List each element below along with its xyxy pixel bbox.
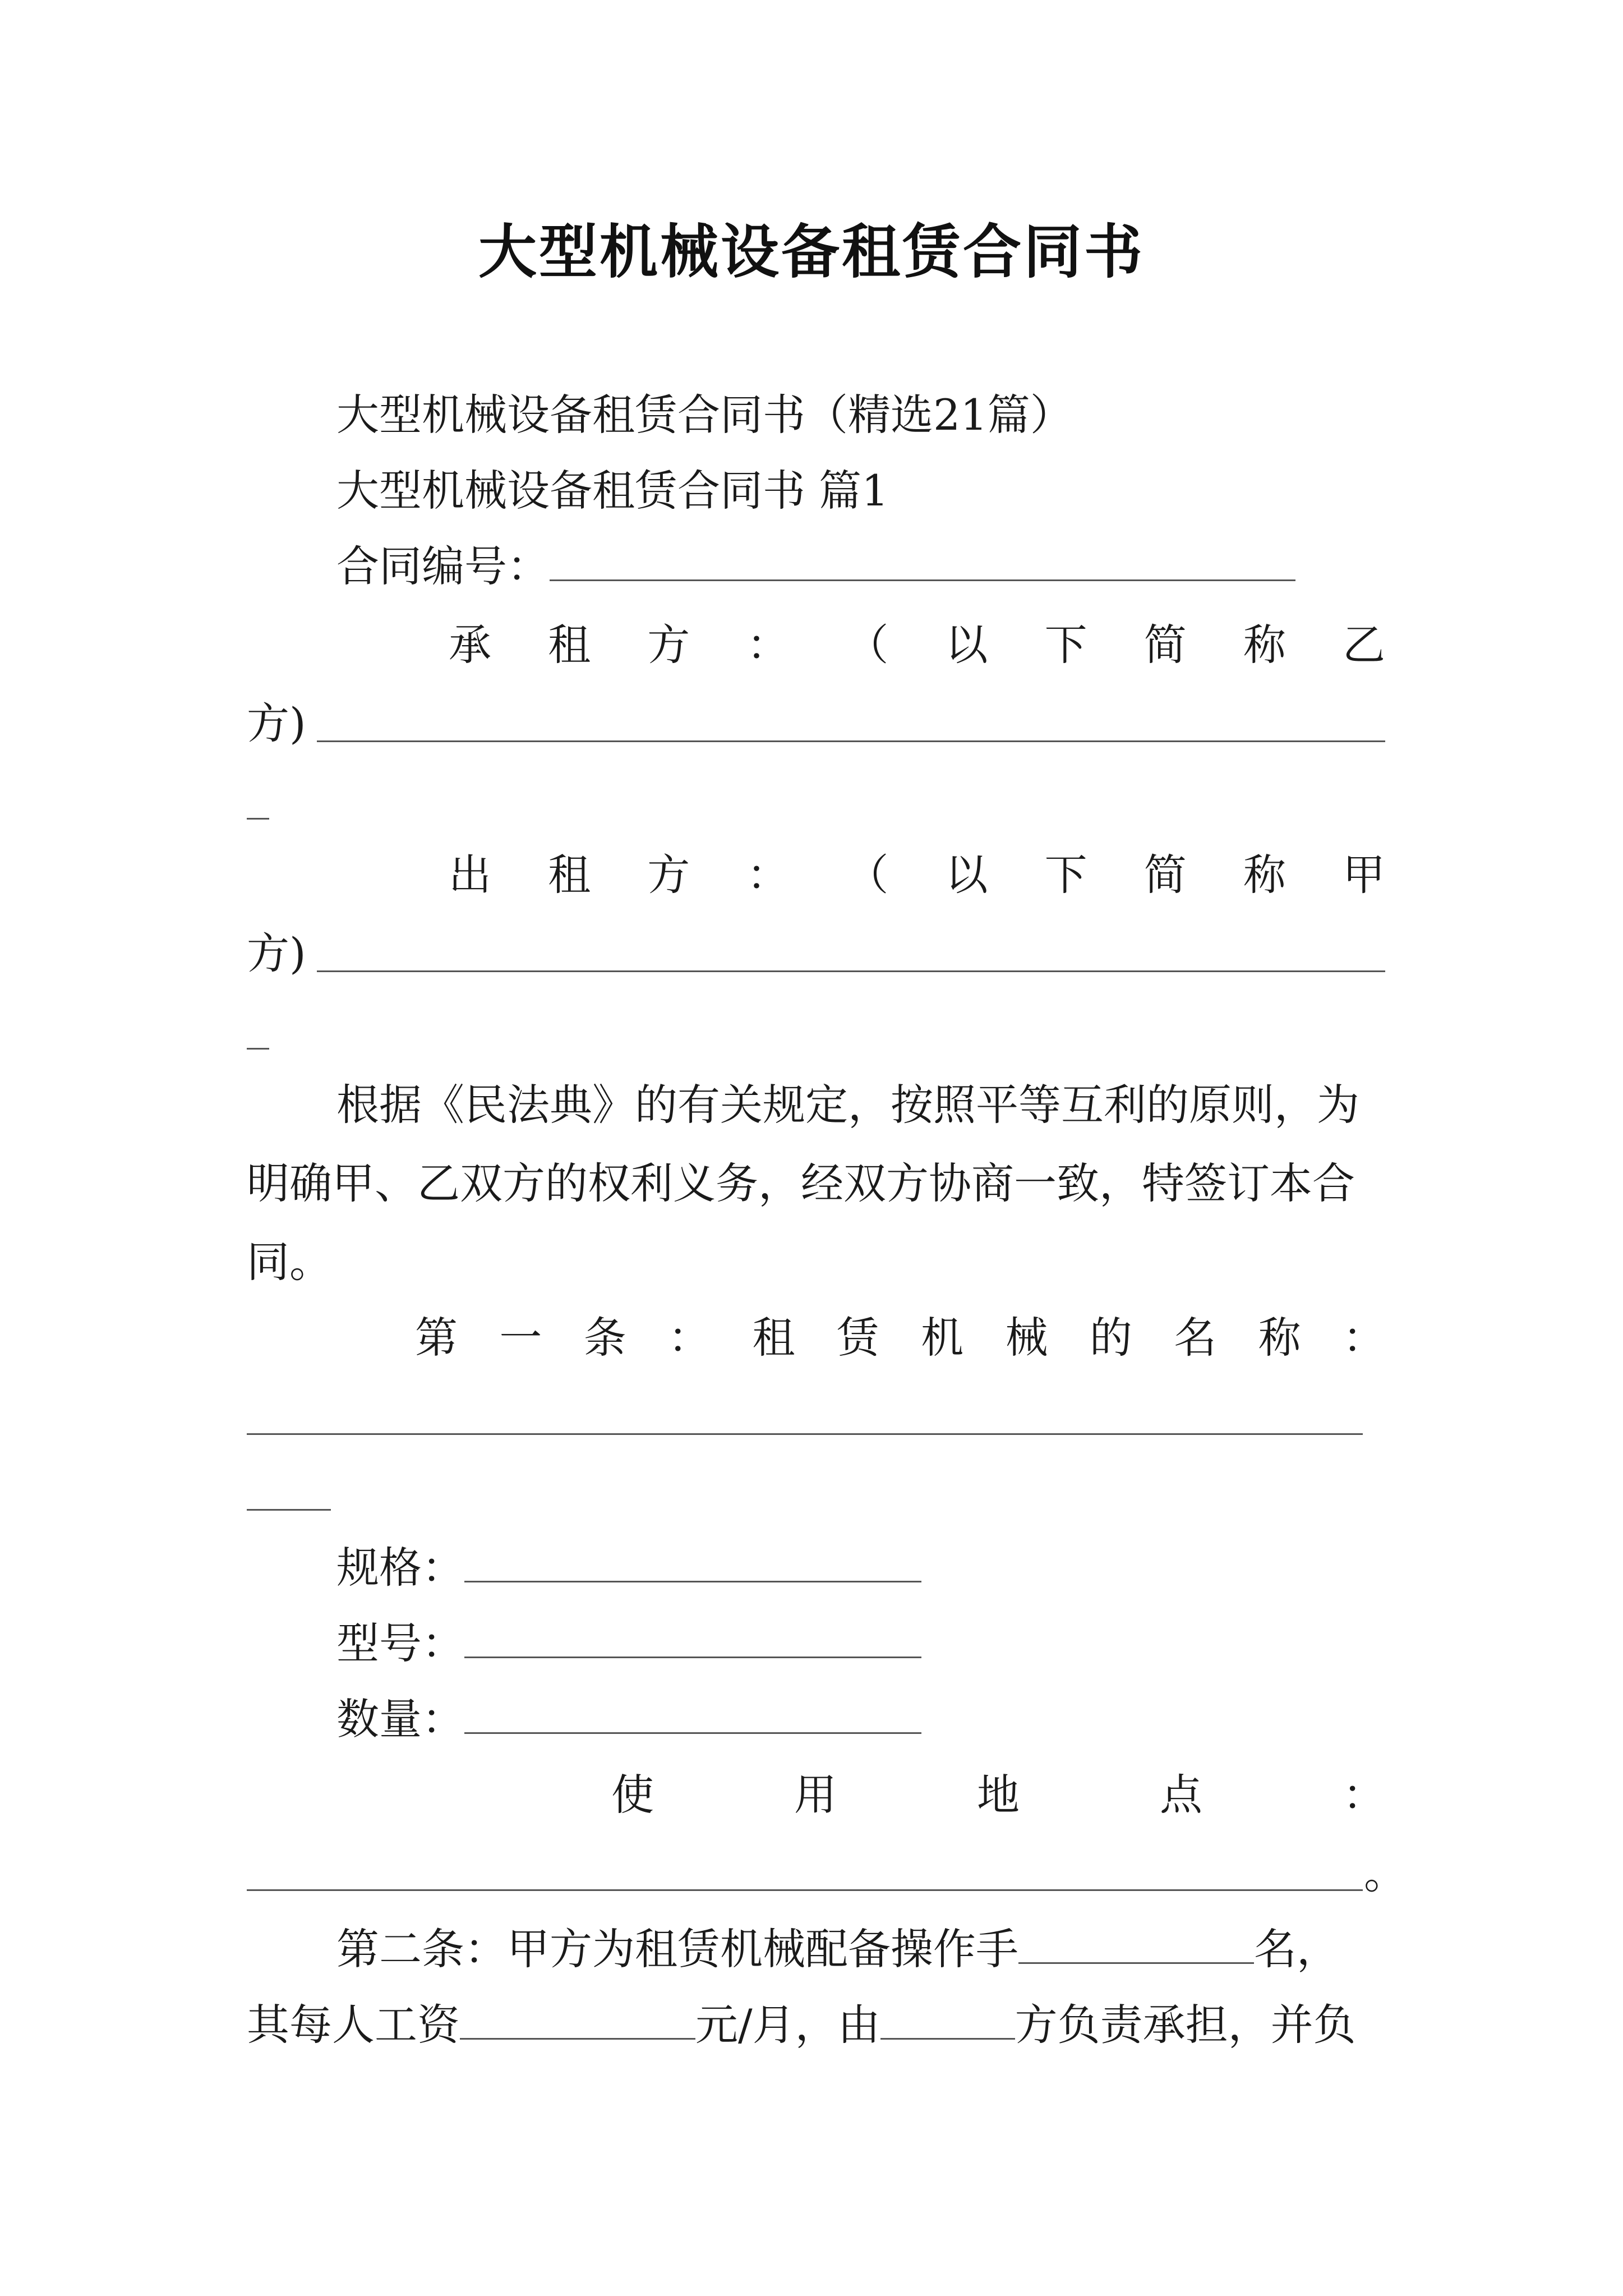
contract-number-label: 合同编号： <box>336 541 550 591</box>
quantity-label: 数量： <box>336 1694 464 1744</box>
lessor-blank <box>317 970 1385 972</box>
spec-blank <box>464 1542 921 1582</box>
lessee-char: 方 <box>647 620 690 670</box>
model-blank <box>464 1617 921 1658</box>
lessee-char: （ <box>846 620 889 670</box>
lessor-char: 下 <box>1044 850 1087 900</box>
article-1-char: ： <box>668 1313 711 1363</box>
article-1-char: 赁 <box>836 1313 879 1363</box>
article-1-char: 条 <box>583 1313 626 1363</box>
article-1-char: 第 <box>415 1313 458 1363</box>
quantity-row <box>336 1691 921 1747</box>
lessee-char: 以 <box>945 620 988 670</box>
document-title: 大型机械设备租赁合同书 <box>478 217 1145 286</box>
article-2-text: 元/月，由 <box>695 2000 880 2050</box>
wage-blank <box>460 1999 695 2040</box>
article-1-heading <box>415 1310 1385 1366</box>
spec-row <box>336 1540 921 1596</box>
lessor-char: 简 <box>1144 850 1187 900</box>
lessee-blank-wrap <box>247 818 269 820</box>
lessee-char: 承 <box>449 620 491 670</box>
lessor-char: 以 <box>945 850 988 900</box>
equipment-name-blank-wrap <box>247 1509 331 1511</box>
lessee-char: 乙 <box>1342 620 1385 670</box>
lessee-tail: 方) <box>247 698 306 748</box>
article-1-char: 名 <box>1174 1313 1217 1363</box>
location-line <box>611 1767 1385 1823</box>
model-row <box>336 1616 921 1672</box>
equipment-name-blank <box>247 1433 1363 1435</box>
article-1-char: ： <box>1342 1313 1385 1363</box>
model-label: 型号： <box>336 1618 464 1668</box>
lessee-char: 称 <box>1243 620 1286 670</box>
lessor-char: 称 <box>1243 850 1286 900</box>
article-2-text: 第二条：甲方为租赁机械配备操作手 <box>336 1924 1018 1974</box>
responsible-party-blank <box>880 1999 1015 2040</box>
location-char: ： <box>1343 1770 1385 1820</box>
location-char: 点 <box>1160 1770 1202 1820</box>
lessor-blank-wrap <box>247 1048 269 1050</box>
preamble-line-2: 明确甲、乙双方的权利义务，经双方协商一致，特签订本合 <box>247 1158 1355 1208</box>
preamble-line-1: 根据《民法典》的有关规定，按照平等互利的原则，为 <box>336 1080 1359 1130</box>
lessor-char: 甲 <box>1342 850 1385 900</box>
part-heading: 大型机械设备租赁合同书 篇1 <box>336 466 889 516</box>
contract-number-row <box>336 539 1295 595</box>
quantity-blank <box>464 1693 921 1734</box>
lessee-char: 简 <box>1144 620 1187 670</box>
article-2-text: 方负责承担，并负 <box>1015 2000 1356 2050</box>
article-1-char: 租 <box>752 1313 795 1363</box>
article-1-char: 称 <box>1258 1313 1301 1363</box>
lessor-char: 出 <box>449 850 491 900</box>
document-subtitle: 大型机械设备租赁合同书（精选21篇） <box>336 390 1073 440</box>
location-char: 使 <box>611 1770 654 1820</box>
lessee-char: 租 <box>548 620 591 670</box>
lessee-line <box>449 617 1385 673</box>
operator-count-blank <box>1018 1923 1254 1964</box>
location-blank <box>247 1889 1363 1891</box>
location-char: 用 <box>794 1770 837 1820</box>
location-end-mark: 。 <box>1364 1848 1407 1898</box>
lessor-tail: 方) <box>247 928 306 978</box>
article-1-char: 一 <box>499 1313 542 1363</box>
location-char: 地 <box>977 1770 1020 1820</box>
article-1-char: 机 <box>921 1313 964 1363</box>
contract-number-blank <box>550 540 1295 581</box>
lessor-char: 方 <box>647 850 690 900</box>
article-1-char: 的 <box>1089 1313 1132 1363</box>
article-2-text: 其每人工资 <box>247 2000 460 2050</box>
lessor-char: ： <box>746 850 790 900</box>
preamble-line-3: 同。 <box>247 1237 332 1287</box>
article-2-line-1 <box>336 1921 1339 1977</box>
article-2-line-2 <box>247 1997 1356 2053</box>
lessor-char: （ <box>846 850 889 900</box>
lessor-char: 租 <box>548 850 591 900</box>
lessor-line <box>449 847 1385 903</box>
spec-label: 规格： <box>336 1543 464 1593</box>
article-2-text: 名， <box>1254 1924 1339 1974</box>
lessee-blank <box>317 740 1385 742</box>
lessee-char: ： <box>746 620 790 670</box>
lessee-char: 下 <box>1044 620 1087 670</box>
article-1-char: 械 <box>1005 1313 1048 1363</box>
